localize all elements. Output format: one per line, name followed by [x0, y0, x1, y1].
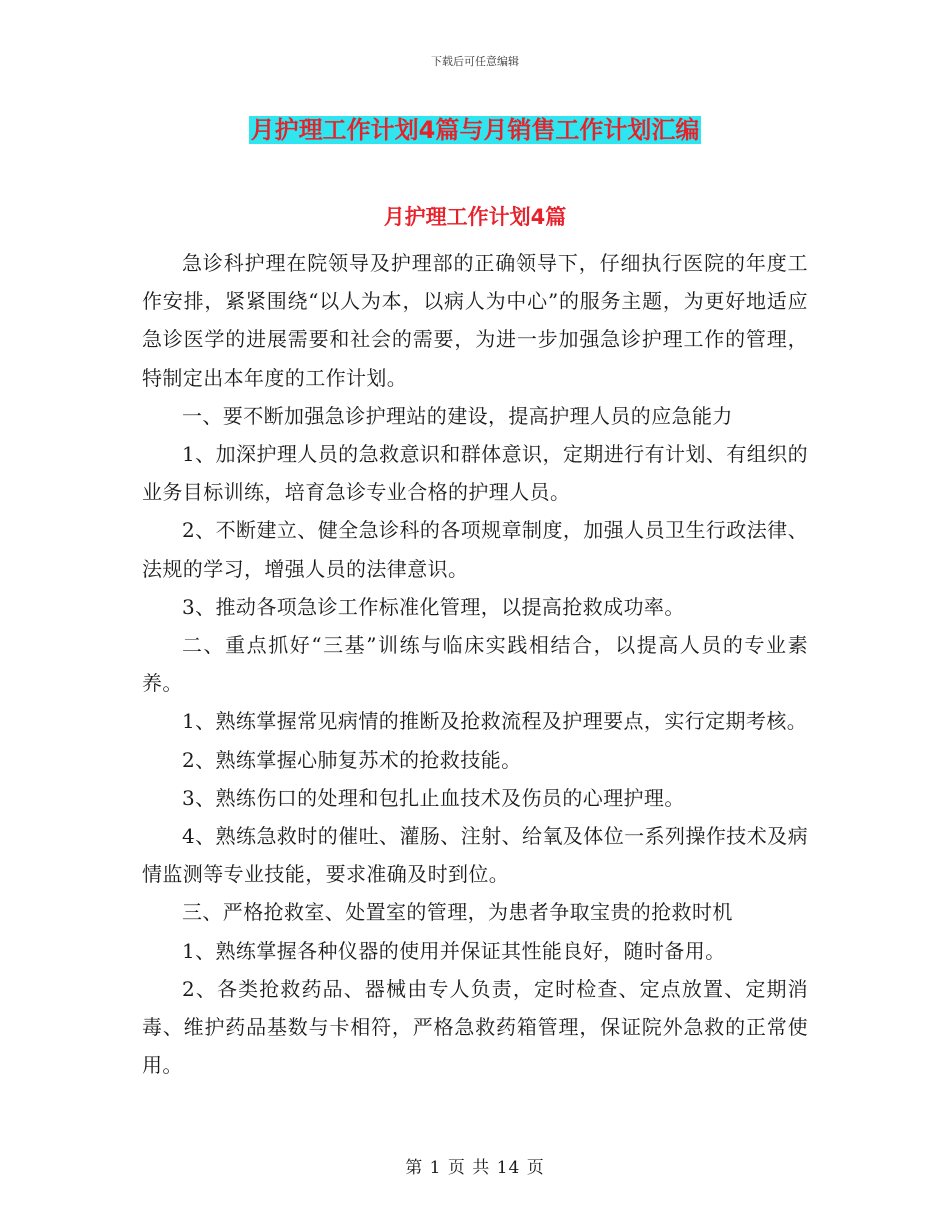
header-note: 下载后可任意编辑: [431, 55, 519, 68]
paragraph: 1、加深护理人员的急救意识和群体意识，定期进行有计划、有组织的业务目标训练，培育急诊专业合格的护理人员。: [142, 442, 808, 505]
paragraph: 3、推动各项急诊工作标准化管理，以提高抢救成功率。: [182, 594, 685, 619]
paragraph: 急诊科护理在院领导及护理部的正确领导下，仔细执行医院的年度工作安排，紧紧围绕“以人为本，以病人为中心”的服务主题，为更好地适应急诊医学的进展需要和社会的需要，为进一步加强急诊护理工作的管理，特制定出本年度的工作计划。: [142, 251, 808, 390]
paragraph: 2、熟练掌握心肺复苏术的抢救技能。: [182, 747, 522, 772]
paragraph: 2、各类抢救药品、器械由专人负责，定时检查、定点放置、定期消毒、维护药品基数与卡相符，严格急救药箱管理，保证院外急救的正常使用。: [142, 976, 808, 1078]
paragraph: 3、熟练伤口的处理和包扎止血技术及伤员的心理护理。: [182, 785, 685, 810]
paragraph: 1、熟练掌握常见病情的推断及抢救流程及护理要点，实行定期考核。: [182, 709, 808, 734]
paragraph: 1、熟练掌握各种仪器的使用并保证其性能良好，随时备用。: [182, 938, 726, 963]
paragraph: 4、熟练急救时的催吐、灌肠、注射、给氧及体位一系列操作技术及病情监测等专业技能，要求准确及时到位。: [142, 824, 808, 887]
paragraph: 三、严格抢救室、处置室的管理，为患者争取宝贵的抢救时机: [182, 900, 733, 925]
page-number-footer: 第 1 页 共 14 页: [405, 1158, 545, 1178]
paragraph: 2、不断建立、健全急诊科的各项规章制度，加强人员卫生行政法律、法规的学习，增强人员的法律意识。: [142, 518, 808, 581]
document-body: [142, 244, 808, 1084]
document-title: [0, 112, 950, 148]
document-title-text: 月护理工作计划4篇与月销售工作计划汇编: [250, 116, 700, 144]
paragraph: 一、要不断加强急诊护理站的建设，提高护理人员的应急能力: [182, 403, 733, 428]
paragraph: 二、重点抓好“三基”训练与临床实践相结合，以提高人员的专业素养。: [142, 633, 808, 696]
section-title: 月护理工作计划4篇: [383, 205, 567, 229]
